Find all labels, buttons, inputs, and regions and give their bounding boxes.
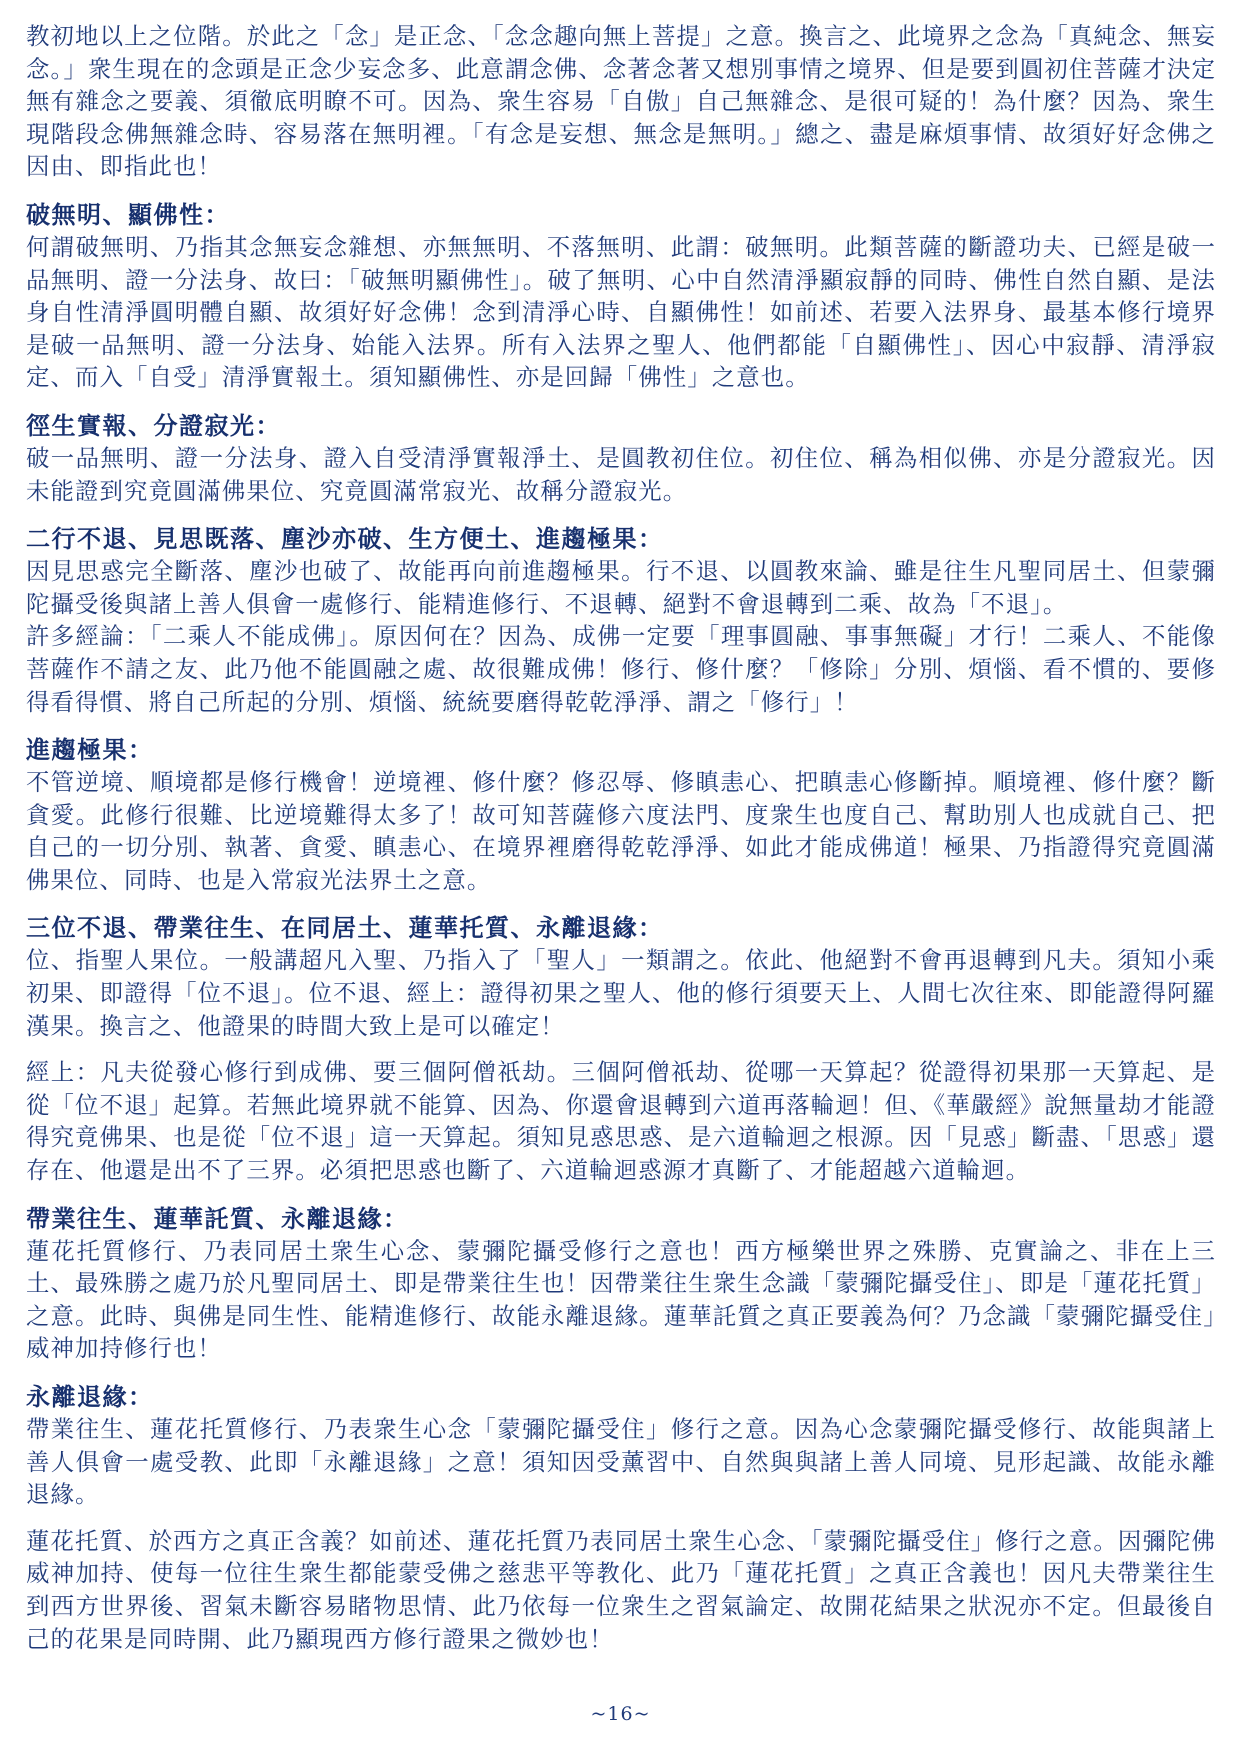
paragraph-lotus-meaning: 蓮花托質、於西方之真正含義？如前述、蓮花托質乃表同居土衆生心念、「蒙彌陀攝受住」修行之意。因彌陀佛威神加持、使每一位往生衆生都能蒙受佛之慈悲平等教化、此乃「蓮花托質」之真正含義也！因凡夫帶業往生到西方世界後、習氣未斷容易睹物思情、此乃依每一位衆生之習氣論定、故開花結果之狀況亦不定。但最後自己的花果是同時開、此乃顯現西方修行證果之微妙也！ <box>26 1526 1216 1653</box>
paragraph-intro: 教初地以上之位階。於此之「念」是正念、「念念趣向無上菩提」之意。換言之、此境界之念為「真純念、無妄念。」衆生現在的念頭是正念少妄念多、此意謂念佛、念著念著又想別事情之境界、但是要到圓初住菩薩才決定無有雜念之要義、須徹底明瞭不可。因為、衆生容易「自傲」自己無雜念、是很可疑的！為什麼？因為、衆生現階段念佛無雜念時、容易落在無明裡。「有念是妄想、無念是無明。」總之、盡是麻煩事情、故須好好念佛之因由、即指此也！ <box>26 22 1216 181</box>
paragraph-two-vehicles: 許多經論：「二乘人不能成佛」。原因何在？因為、成佛一定要「理事圓融、事事無礙」才行！二乘人、不能像菩薩作不請之友、此乃他不能圓融之處、故很難成佛！修行、修什麼？「修除」分別、煩惱、看不慣的、要修得看得慣、將自己所起的分別、煩惱、統統要磨得乾乾淨淨、謂之「修行」！ <box>26 622 1216 716</box>
heading-ultimate-fruit: 進趨極果： <box>26 735 154 765</box>
heading-practice-non-regression: 二行不退、見思既落、塵沙亦破、生方便土、進趨極果： <box>26 524 664 554</box>
heading-lotus-birth: 帶業往生、蓮華託質、永離退緣： <box>26 1203 409 1233</box>
paragraph-position-non-regression: 位、指聖人果位。一般講超凡入聖、乃指入了「聖人」一類謂之。依此、他絕對不會再退轉到凡夫。須知小乘初果、即證得「位不退」。位不退、經上：證得初果之聖人、他的修行須要天上、人間七次往來、即能證得阿羅漢果。換言之、他證果的時間大致上是可以確定！ <box>26 946 1216 1040</box>
paragraph-reward-land: 破一品無明、證一分法身、證入自受清淨實報淨土、是圓教初住位。初住位、稱為相似佛、亦是分證寂光。因未能證到究竟圓滿佛果位、究竟圓滿常寂光、故稱分證寂光。 <box>26 443 1216 505</box>
paragraph-practice-non-regression: 因見思惑完全斷落、塵沙也破了、故能再向前進趨極果。行不退、以圓教來論、雖是往生凡聖同居土、但蒙彌陀攝受後與諸上善人俱會一處修行、能精進修行、不退轉、絕對不會退轉到二乘、故為「不退」。 <box>26 557 1216 618</box>
document-page <box>26 20 1216 1655</box>
heading-leave-regression: 永離退緣： <box>26 1382 154 1411</box>
paragraph-three-kalpas: 經上：凡夫從發心修行到成佛、要三個阿僧祇劫。三個阿僧祇劫、從哪一天算起？從證得初果那一天算起、是從「位不退」起算。若無此境界就不能算、因為、你還會退轉到六道再落輪迴！但、《華嚴經》說無量劫才能證得究竟佛果、也是從「位不退」這一天算起。須知見惑思惑、是六道輪迴之根源。因「見惑」斷盡、「思惑」還存在、他還是出不了三界。必須把思惑也斷了、六道輪迴惑源才真斷了、才能超越六道輪迴。 <box>26 1058 1216 1185</box>
heading-reward-land: 徑生實報、分證寂光： <box>26 410 281 440</box>
paragraph-leave-regression: 帶業往生、蓮花托質修行、乃表衆生心念「蒙彌陀攝受住」修行之意。因為心念蒙彌陀攝受修行、故能與諸上善人俱會一處受教、此即「永離退緣」之意！須知因受薰習中、自然與與諸上善人同境、見形起識、故能永離退緣。 <box>26 1415 1216 1509</box>
heading-break-ignorance: 破無明、顯佛性： <box>26 199 230 229</box>
paragraph-break-ignorance: 何謂破無明、乃指其念無妄念雜想、亦無無明、不落無明、此謂：破無明。此類菩薩的斷證功夫、已經是破一品無明、證一分法身、故曰：「破無明顯佛性」。破了無明、心中自然清淨顯寂靜的同時、佛性自然自顯、是法身自性清淨圓明體自顯、故須好好念佛！念到清淨心時、自顯佛性！如前述、若要入法界身、最基本修行境界是破一品無明、證一分法身、始能入法界。所有入法界之聖人、他們都能「自顯佛性」、因心中寂靜、清淨寂定、而入「自受」清淨實報土。須知顯佛性、亦是回歸「佛性」之意也。 <box>26 232 1216 392</box>
paragraph-lotus-birth: 蓮花托質修行、乃表同居土衆生心念、蒙彌陀攝受修行之意也！西方極樂世界之殊勝、克實論之、非在上三土、最殊勝之處乃於凡聖同居土、即是帶業往生也！因帶業往生衆生念識「蒙彌陀攝受住」、即是「蓮花托質」之意。此時、與佛是同生性、能精進修行、故能永離退緣。蓮華託質之真正要義為何？乃念識「蒙彌陀攝受住」威神加持修行也！ <box>26 1236 1216 1363</box>
page-number: ~16~ <box>590 1703 651 1725</box>
heading-position-non-regression: 三位不退、帶業往生、在同居土、蓮華托質、永離退緣： <box>26 913 664 943</box>
paragraph-ultimate-fruit: 不管逆境、順境都是修行機會！逆境裡、修什麼？修忍辱、修瞋恚心、把瞋恚心修斷掉。順境裡、修什麼？斷貪愛。此修行很難、比逆境難得太多了！故可知菩薩修六度法門、度衆生也度自己、幫助別人也成就自己、把自己的一切分別、執著、貪愛、瞋恚心、在境界裡磨得乾乾淨淨、如此才能成佛道！極果、乃指證得究竟圓滿佛果位、同時、也是入常寂光法界土之意。 <box>26 768 1216 894</box>
